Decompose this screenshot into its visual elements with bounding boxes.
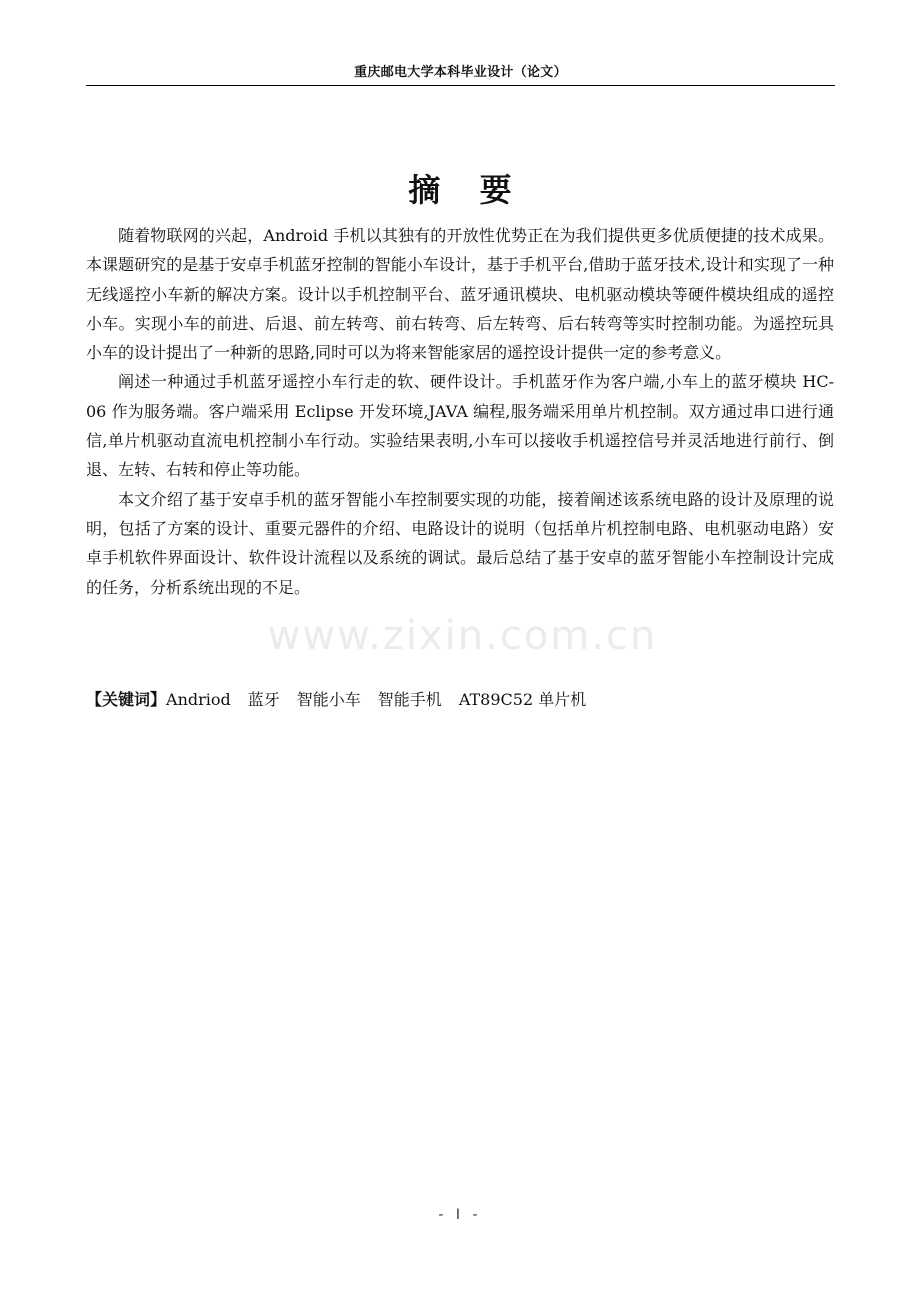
keyword: 蓝牙 — [247, 690, 280, 709]
running-header: 重庆邮电大学本科毕业设计（论文） — [86, 63, 835, 86]
watermark: www.zixin.com.cn — [267, 613, 658, 659]
abstract-title: 摘 要 — [408, 171, 526, 210]
abstract-paragraph: 本文介绍了基于安卓手机的蓝牙智能小车控制要实现的功能，接着阐述该系统电路的设计及原理的说明，包括了方案的设计、重要元器件的介绍、电路设计的说明（包括单片机控制电路、电机驱动电路）安卓手机软件界面设计、软件设计流程以及系统的调试。最后总结了基于安卓的蓝牙智能小车控制设计完成的任务，分析系统出现的不足。 — [86, 489, 834, 597]
keywords-line — [86, 684, 834, 716]
keyword: Andriod — [166, 690, 231, 709]
keywords-label: 【关键词】 — [86, 690, 167, 709]
keyword: AT89C52 单片机 — [458, 690, 587, 709]
abstract-paragraph: 阐述一种通过手机蓝牙遥控小车行走的软、硬件设计。手机蓝牙作为客户端,小车上的蓝牙模块 HC-06 作为服务端。客户端采用 Eclipse 开发环境,JAVA 编程,服务端采用单片机控制。双方通过串口进行通信,单片机驱动直流电机控制小车行动。实验结果表明,小车可以接收手机遥控信号并灵活地进行前行、倒退、左转、右转和停止等功能。 — [86, 372, 834, 480]
keyword: 智能手机 — [377, 690, 442, 709]
page-number: - I - — [438, 1207, 482, 1223]
keyword: 智能小车 — [296, 690, 361, 709]
abstract-body — [86, 221, 834, 602]
abstract-paragraph: 随着物联网的兴起，Android 手机以其独有的开放性优势正在为我们提供更多优质便捷的技术成果。本课题研究的是基于安卓手机蓝牙控制的智能小车设计，基于手机平台,借助于蓝牙技术,设计和实现了一种无线遥控小车新的解决方案。设计以手机控制平台、蓝牙通讯模块、电机驱动模块等硬件模块组成的遥控小车。实现小车的前进、后退、前左转弯、前右转弯、后左转弯、后右转弯等实时控制功能。为遥控玩具小车的设计提出了一种新的思路,同时可以为将来智能家居的遥控设计提供一定的参考意义。 — [86, 226, 834, 363]
